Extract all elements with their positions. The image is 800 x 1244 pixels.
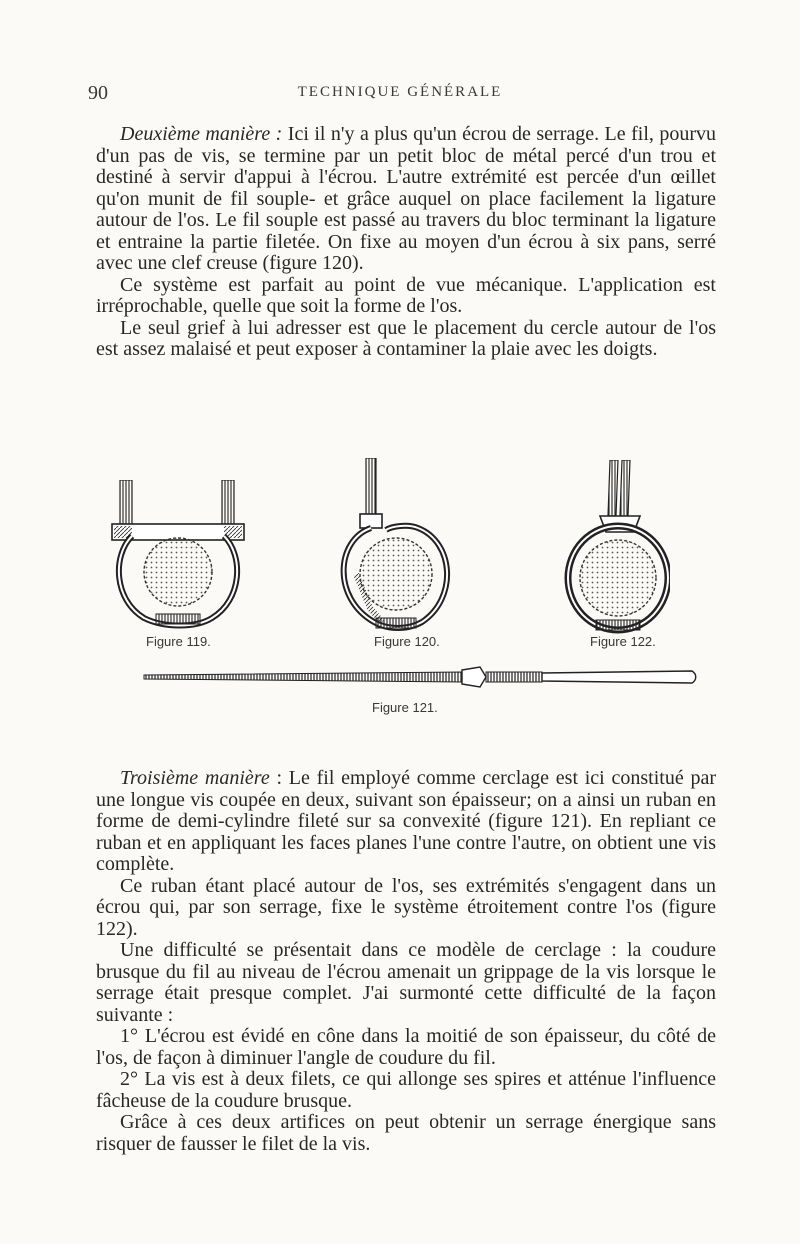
paragraph: Ce ruban étant placé autour de l'os, ses extrémités s'engagent dans un écrou qui, par son serrage, fixe le système étroitement contre l'os (figure 122).: [96, 874, 716, 940]
paragraph: Ce système est parfait au point de vue mécanique. L'application est irréprochable, quelle que soit la forme de l'os.: [96, 273, 716, 317]
paragraph: [96, 768, 716, 876]
page-number: 90: [88, 82, 108, 104]
paragraph-body: Ici il n'y a plus qu'un écrou de serrage. Le fil, pourvu d'un pas de vis, se termine par un petit bloc de métal percé d'un trou et destiné à servir d'appui à l'écrou. L'autre extrémité est percée d'un œillet qu'on munit de fil souple- et grâce auquel on place facilement la ligature autour de l'os. Le fil souple est passé au travers du bloc terminant la ligature et entraine la partie filetée. On fixe au moyen d'un écrou à six pans, serré avec une clef creuse (figure 120).: [96, 123, 717, 274]
paragraph: [96, 124, 716, 275]
section-troisieme-maniere: [96, 768, 716, 1155]
running-title: TECHNIQUE GÉNÉRALE: [297, 84, 503, 100]
section-deuxieme-maniere: [96, 124, 716, 361]
figure-121-drawing: [142, 666, 698, 688]
figure-122-drawing: [560, 460, 670, 634]
paragraph: 2° La vis est à deux filets, ce qui allonge ses spires et atténue l'influence fâcheuse de la coudure brusque.: [96, 1068, 716, 1112]
figure-121-caption: Figure 121.: [372, 700, 438, 715]
paragraph-lead: Troisième manière: [120, 767, 270, 789]
paragraph-lead: Deuxième manière :: [120, 123, 283, 145]
figure-120-caption: Figure 120.: [374, 634, 440, 649]
figure-119-caption: Figure 119.: [146, 634, 211, 649]
paragraph: 1° L'écrou est évidé en cône dans la moitié de son épaisseur, du côté de l'os, de façon à diminuer l'angle de coudure du fil.: [96, 1025, 716, 1069]
figure-119-drawing: [104, 480, 252, 630]
paragraph-body: : Le fil employé comme cerclage est ici constitué par une longue vis coupée en deux, suivant son épaisseur; on a ainsi un ruban en forme de demi-cylindre fileté sur sa convexité (figure 121). En repliant ce ruban et en appliquant les faces planes l'une contre l'autre, on obtient une vis complète.: [96, 767, 717, 875]
figure-120-drawing: [326, 458, 462, 634]
paragraph: Le seul grief à lui adresser est que le placement du cercle autour de l'os est assez malaisé et peut exposer à contaminer la plaie avec les doigts.: [96, 316, 716, 360]
figure-122-caption: Figure 122.: [590, 634, 656, 649]
paragraph: Grâce à ces deux artifices on peut obtenir un serrage énergique sans risquer de fausser le filet de la vis.: [96, 1111, 716, 1155]
page-header: [0, 82, 800, 108]
paragraph: Une difficulté se présentait dans ce modèle de cerclage : la coudure brusque du fil au niveau de l'écrou amenait un grippage de la vis lorsque le serrage était presque complet. J'ai surmonté cette difficulté de la façon suivante :: [96, 939, 716, 1026]
